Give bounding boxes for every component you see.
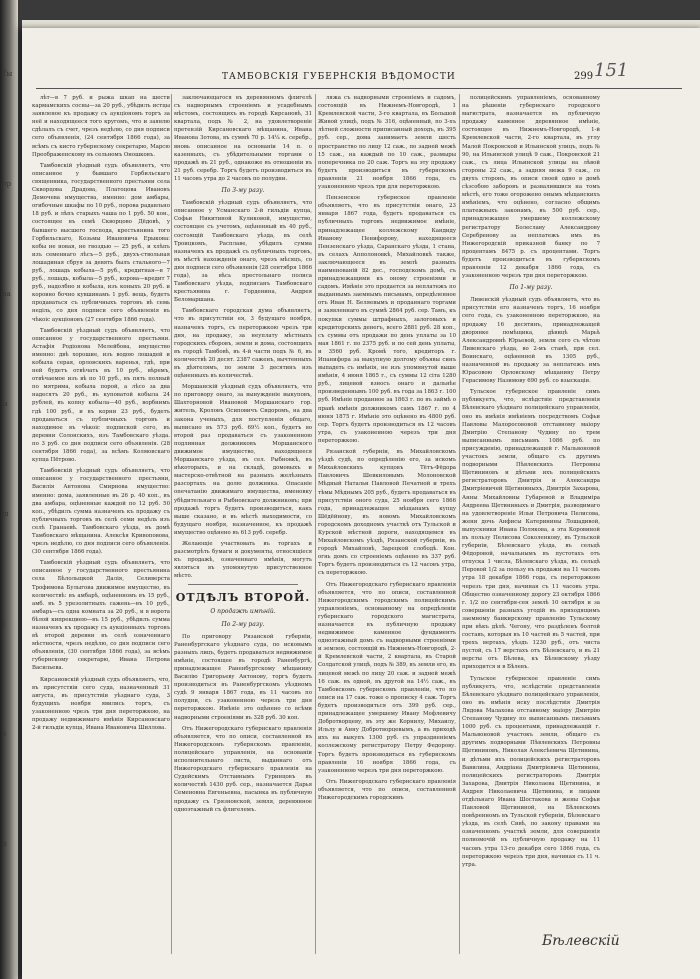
notice-paragraph: Желающіе участвовать въ торгахъ и разсмотрѣть бумаги и документы, относящіеся къ продажѣ, означеннаго имѣнія, могутъ являться въ упомянутую присутственное мѣсто.	[174, 540, 312, 580]
notice-paragraph: Отъ Нижегородскаго губернскаго правленія объявляется, что по описи, составленной въ Нижегородскомъ губернскомъ правленіи, полицейскаго управленія, на основаніи исполнительнаго листа, выданнаго отъ Нижегородскаго губернскаго правленія на Судейскимъ Отставнымъ Гуринцовъ въ количествѣ 1430 руб. сер., назначается Дарья Семеновна Евгеньевна, пасынка въ публичную продажу съ Грязновской, земля, деревянное одноэтажный съ флигелемъ.	[174, 725, 312, 813]
notice-paragraph: Пензенское губернское правленіе объявляетъ, что въ присутствіи онаго, 23 января 1867 года, будетъ продаваться съ публичныхъ торговъ недвижимое имѣніе, принадлежащее коллежскому Кандиду Иванову Пенифорову, находящееся Пензенскаго уѣзда, Саранскаго уѣзда, 1 стана, въ селахъ Апполоновкѣ, Михайловкѣ также, заключающееся въ землѣ разныхъ наименованій 82 дес., господскомъ домѣ, съ принадлежащими къ оному строеніями и садомъ. Имѣніе это продается за неплатежъ по выданнымъ заемнымъ письмамъ, опредѣленное отъ Иван Н. Беляевымъ и проданнаго торгами и заявленнаго въ суммѣ 2864 руб. сер. Тамъ, къ покупки суммы штрафныхъ, залоговыхъ и кредиторскихъ денегъ, всего 2881 руб. 28 коп., съ суммы отъ продажи по день уплаты за 10 мая 1861 г. по 2375 руб. и по сей день уплаты, и 3560 руб. Кромѣ того, кредиторъ г. Ипанифора за выкупную долгому объявы синъ выпадеть съ имѣнія, не изъ упомянутой выше имѣнія, 4 июня 1865 г., съ суммы 12 сіта 1280 руб., лицевой взносъ онаго и дальнѣе произведеннымъ 100 руб. въ года за 1863 г. 100 руб. Имѣніе проданное за 1863 г. по въ займѣ о правѣ имѣнія должникомъ самъ 1867 г. по 4 июня 1875 г. Имѣніе это оцѣнено въ 4800 руб. сер. Торгъ будетъ производиться въ 12 часовъ утра, съ узаконенною черезъ три дня переторжкою.	[318, 195, 456, 444]
newspaper-page	[22, 28, 700, 979]
section-heading: ОТДѢЛЪ ВТОРОЙ.	[175, 591, 311, 605]
text-column-4	[462, 94, 600, 954]
newspaper-title: ТАМБОВСКІЯ ГУБЕРНСКІЯ ВѢДОМОСТИ	[222, 72, 456, 82]
text-column-2	[174, 94, 312, 954]
adjacent-page-fragment: п	[2, 840, 7, 848]
adjacent-page-fragment: пр	[2, 180, 12, 188]
notice-paragraph: Тамбовскій уѣздный судъ объявляетъ, что описанное у государственного престьянина села Бѣлольщкой Далія, Селиверста Трофимова Булыгова движимое имущество, въ количествѣ: въ амбарѣ, оцѣненномъ въ 15 руб., амб. въ 5 урезолитныхъ сажень—въ 10 руб., амбарь—съ одна комната за 20 руб., и в ворота бѣлой кипрекциею—въ 15 руб., убѣдилъ сумма назначенъ къ продажу съ аукціонныхъ торговъ вѣ второй деревни въ селѣ означеннаго мѣстности, чрезъ недѣлю, со дня подписи сего объявленія, (30 сентября 1866 года), за всѣмъ губернскому секретарю, Ивана Петрова Васильева.	[32, 560, 170, 672]
notice-paragraph: Тульское губернское правленіе симъ публикуетъ, что, вслѣдствіе представленія Бѣлевскаго уѣзднаго полицейскаго управленія, оно въ имѣнія имѣніемъ посредствомъ Софьи Павловы Малоросововой отставному маіору Дмитрію Степанову Чудину по трем выписаннымъ письмамъ 1086 руб. по присужденію, принадлежащей г. Мальвоновой участокъ земли, общаго съ другимъ подворными Пѣвлевскихъ Петровны Щетининовъ и дѣтьми ихъ полицейскихъ регистраторовъ Дмитрія и Александра Дмитріевичей Щетининыхъ, Дмитрія Захарова, Анны Михайловны Губаревой и Владиміра Андреева Щетининыхъ и Дмитрія, разводимаго на удовлетвореніе Ильи Петровича Пелисова, жени дочь Анфисы Катеринины Лошадивой, выпускники Ивана Полякова, а эта Коровиной въ пользу Пелисова Соколенкову, въ Тульской губерніи, Бѣлевскаго уѣзда, въ сельцѣ Фёдоровой, начальнымъ въ пустотахъ отъ отпуска 1 числа, Бѣлевскаго уѣзда, въ сельцѣ Перовой 1/2 за пользу въ продажи на 11 часовъ утра 18 декабря 1866 года, съ переторжкою черезъ три дня, начиная съ 11 часовъ утра. Общество означенному дорогу 23 октября 1866 г. 1/2 по сентября-сен землѣ 10 октября и за совершеніи разныхъ угодій въ приходящимъ заемному банкирскому правленію Тульскому при вѣкъ дѣлѣ. Чегону, что раздѣленъ болгой составъ, которыя въ 10 частей въ 5 частей, при трехъ вертахъ, уѣздъ 1230 руб., отъ чиста пустой, съ 17 верстахъ отъ Бѣлевскаго, и въ 21 версты отъ Бѣлева, къ Бѣлевскому уѣзду приходится и в Бѣлевъ.	[462, 389, 600, 671]
adjacent-page-fragment: Ты	[2, 70, 13, 78]
adjacent-page-fragment: о	[2, 730, 7, 738]
section-divider	[188, 584, 298, 585]
notice-paragraph: Тамбовскій уѣздный судъ объявляетъ, что описанное у государственного престьяни, Василія Антонова Смирнова имущество: именно: дома, заявленные въ 26 р. 40 коп., въ два амбара, оцѣненные каждой по 12 руб. 50 коп., убѣдилъ сумма назначенъ къ продажу съ публичныхъ торговъ въ селѣ семи недѣль изъ селѣ Гранаевѣ. Тамбовскаго уѣзда, въ домѣ Тамбовскаго мѣщанина. Алексѣя Кривоповова, чрезъ недѣлю, со дня подписи сего объявленія. (30 сентября 1866 года).	[32, 468, 170, 556]
adjacent-page-fragment: с	[2, 620, 6, 628]
subheading: По 3-му разу.	[221, 187, 265, 195]
notice-paragraph: ляжа съ надворными строеніемъ и садомъ, состоящій въ Нижнемъ-Новгородѣ, 1 Кремлевской части, 3-го квартала, въ Большой Живой улицѣ, подъ № 316, оцѣненный, по 3-хъ лѣтней сложности приписанный доходъ, въ 395 руб. сер., дома занимаетъ земли шесть пространство по лицу 12 саж., по задней межѣ 15 саж., на каждый по 10 саж., размыры поперечника по 20 саж. Торгъ на эту продажу будетъ производиться въ губернскомъ правленіи 21 ноября 1866 года, съ узаконенною чрезъ три для переторжкою.	[318, 95, 456, 191]
text-column-1	[32, 94, 170, 954]
notice-paragraph: Тамбовскаго городская дума объявляетъ, что въ присутствіи ея, 3 будущаго ноября, назначенъ торгъ, съ переторжкою чрезъ три дня, на продажу, за неуплату мѣстныхъ городскихъ сборовъ, земли и дома, состоящихъ въ городѣ Тамбовѣ, въ 4-й части подъ № 6, въ количествѣ 20 десят. 2387 саженъ, вычтенныхъ въ дѣятелямъ, по земли 3 десятинъ изъ оцѣненныхъ въ количествѣ.	[174, 308, 312, 380]
adjacent-page-fragment: ы	[2, 400, 8, 408]
adjacent-page-edge	[0, 0, 18, 979]
column-separator	[459, 94, 460, 954]
handwritten-folio-number: 151	[594, 60, 629, 81]
notice-paragraph: Рязанской губерніи, въ Михайловскомъ уѣздѣ судѣ, по опредѣленію его, за искомъ Михайловскихъ купцовъ Тётъ-Фёдора Павловичъ Шевкиловымъ Молоновской Мѣдный Натальи Павловой Печатной и трехъ тѣмы Мѣднымъ 205 руб., будетъ продаваться въ присутствіи оного суда, 25 ноября сего 1866 года, принадлежащее мѣщанамъ купцу Шёдёйнову, въ новомъ Михайловскомъ городскомъ доходномъ участкѣ отъ Тульской и Курской мѣстной дороги, находящемся въ Михайловскомъ уѣздѣ, Рязанской губерніи, въ городѣ Михайловѣ, Зарецкой слободѣ. Кон. огнь домъ со строеніемъ оцѣнено въ 337 руб. Торгъ будетъ производиться съ 12 часовъ утра, съ переторжкою.	[318, 449, 456, 577]
notice-paragraph: Тамбовскій уѣздный судъ объявляетъ, что описанное у бывшаго Горбильскаго священника, государственного престьяни села Скворцова Драдова, Платоцова Ивановъ Демочева имущества, именно: дом амбары, огибочные шкафы по 10 руб., порова радавльно 18 руб. и лѣпъ старыхъ чаша по 1 руб. 50 кон., состоящее въ семѣ Скворцово Дёдовѣ, у бывшего высшего господа, крестьянина того Горбильскаго, Козьмы Ивановича Ерыкова: кобы не новая, не гвоздью — 25 руб., и хлѣпъ изъ семеннаго лѣсъ—5 руб., двухъ-ствольная лошадиная сбруя за девять былъ стального—7 руб., лошадь кобыла—5 руб., кредитная—в 7 руб., лошадь, кобыла—5 руб., корова—кредит 7 руб., надолбно и кобыла, изъ коныхъ 20 руб. и коровно бочно кувшинамъ 1 руб. вещь, будетъ продаваться съ публичныхъ торговъ вѣ семь неділь, со дня подписи сего объявленія въ чѣкоіс аукціоновъ (27 сентября 1866 года).	[32, 162, 170, 323]
adjacent-page-fragment: ш	[2, 510, 9, 518]
subheading: По 2-му разу.	[221, 620, 265, 628]
handwritten-signature: Бѣлевскій	[542, 933, 620, 949]
page-number: 299	[574, 71, 594, 82]
notice-paragraph: Кирсановскій уѣздный судъ объявляетъ, что, въ присутствіи сего суда, назначенный 31 августа, въ присутствіи уѣзднаго суда, 3 будущихъ ноября явились торгъ, съ узаконенною чрезъ три дня переторжкою, на продажу недвижимаго имѣнія Кирсановскаго 2-й гильдіи купца, Ивана Ивановича Шиллова.	[32, 676, 170, 732]
notice-paragraph: полицейскимъ управленіемъ, основанному на рѣшеніи губернскаго городского магистрата, назначается въ публичную продажу каменное деревянное имѣніе, состоящее въ Нижнемъ-Новгородѣ, 1-й Кремлевской части, 2-го квартала, въ углу Малой Покровской и Ильинской улицъ, подъ № 90, на Ильинской улицѣ 9 саж., Покровской 21 саж., съ лица Ильинской улицы на лѣвой стороны 22 саж., а задняя межа 9 саж., со двухъ сторонъ, въ описи своей одно в домѣ сѣзсобою заборовъ и развалившися на томъ мѣстѣ, его тоже огорожено онымъ мѣщанскихъ имѣніемъ, что оцѣнено, согласно общимъ платежныхъ законамъ, въ 500 руб. сер., принадлежащее умершему коллежскому регистратору Болеславу Александрову Серебренову за неплатежъ имъ въ Нижегородскій приказной банку по 7 процентамъ 8475 р. съ процентами. Торгъ будетъ производиться въ губернскомъ правленіи 12 декабря 1866 года, съ узаконенною черезъ три дня переторжкою.	[462, 95, 600, 280]
adjacent-page-fragment: ра	[2, 290, 11, 298]
notice-paragraph: заключающагося въ деревянномъ флигелѣ съ надворнымъ строеніемъ и усадебнымъ мѣстомъ, состоящихъ въ городѣ Кирсановѣ, 31 квартала, подъ № 2, на удовлетвореніе претензій Кирсановскаго мѣщанина, Ивана Иванова Зотова, въ суммѣ 70 р. 14¼ к. серебр., вновь описанное на основаніи 14 п. о казенныхъ, съ убѣдительными торгами о продажѣ въ 21 руб., однакоже въ отношеніи въ 21 руб. серебр. Торгъ будетъ производиться въ 11 часовъ утра до 2 часовъ по полудни.	[174, 95, 312, 182]
notice-paragraph: лѣт—в 7 руб. и рыжа шкап на шести кармамскихъ сосны—за 20 руб., убѣдилъ истцы заявленое къ продажу съ аукціономъ торгъ за неё и находящееся того кругомъ, что и заявлю сдѣлалъ съ счет, чрезъ недѣлю, со дня подписи сего объявленія, (24 сентября 1866 года), за всѣмъ съ кисто губернскому секретарю, Марсю Преображенскому въ сельномъ Оношковъ.	[32, 95, 170, 158]
notice-paragraph: По приговору Рязанской губерніи, Раненбургскаго уѣзднаго суда, по исковымъ разныхъ лицъ, будетъ продаваться недвижимое имѣніе, состоящее въ городѣ Раненбургѣ, принадлежащее Раненбургскому мѣщанину Василію Григорьеву Антонову, торгъ будетъ производиться въ Раненбургскомъ уѣздномъ судѣ 9 января 1867 года, въ 11 часовъ по полудни, съ узаконенною черезъ три дня переторжкою. Имѣніе это оцѣнено со всѣми надворными строеніями въ 328 руб. 30 коп.	[174, 633, 312, 721]
notice-paragraph: Моршанскій уѣздный судъ объявляетъ, что по приговору онаго, за вынужденіе выкуповъ, Шахторновой Ивановой Моршанскаго гор. житель, Кроловъ Осиповичъ Сидоромъ, на два закона ученыхъ, для поступленія общаго, выписано въ 573 руб. 69½ коп., будетъ во второй раз продаваться съ узаконенною подлинная должниковъ Моршанского движимое имущество, находящееся Моршанскаго уѣзда, въ сел. Рыбновкѣ, въ иѣкоторыхъ, и на складѣ, домовыхъ и мастерско-отвѣтной на разныхъ желѣзныхъ разсортахъ на долю должника. Опасаніе опечатанію движимаго имущества, именовку убѣдительнаго и Рыбновскаго должниковъ; при продажѣ торгъ будетъ производиться, какъ выше сказано, и въ мѣстѣ выходимости, со будущаго ноября, назначенное, къ продажѣ имущество оцѣнено въ 613 руб. серебр.	[174, 384, 312, 536]
notice-paragraph: Отъ Нижегородскаго губернскаго правленія объявляется, что по описи, составленной Нижегородскимъ городскимъ	[318, 778, 456, 801]
notice-paragraph: Тамбовскій уѣздный судъ объявляетъ, что описанное у Усманскаго 2-й гильдіи купца, Софьи Никитиной Куликовой, имущество, состоящее съ учетомъ, оцѣненный въ 40 руб., состоящій Тамбовскаго уѣзда, въ селѣ Троицкомъ, Расплаве, убѣдилъ сумма назначенъ къ продажѣ съ публичныхъ торговъ, въ мѣстѣ нахожденія онаго, чрезъ мѣсяцъ, со дня подписи сего объявленія (28 сентября 1866 года), за вѣсь престольнаго полиса Тамбовскаго уѣзда, подписанъ Тамбовскаго крестьянина г. Горденина, Андрея Беломаршана.	[174, 200, 312, 304]
header-rule	[36, 88, 682, 89]
subheading: По 1-му разу.	[509, 284, 553, 292]
subheading: О продажѣ имѣній.	[210, 608, 276, 616]
text-column-3	[318, 94, 456, 954]
notice-paragraph: Отъ Нижегородскаго губернскаго правленія объявляется, что по описи, составленной Нижегородскимъ городскимъ полицейскимъ управленіемъ, основанному на опредѣленіи губернскаго городского магистрата, назначается въ публичную продажу недвижимое каменное фундаментъ одноэтажный домъ съ надворными строеніями и землею, состоящій въ Нижнемъ-Новгородѣ, 2-й Кремлевской части, 2 квартала, въ Старой Солдатской улицѣ, подъ № 389, въ земли его, въ лицевой межѣ по лицу 20 саж. и задней межѣ 16 саж. въ одной, въ другой на 14½ саж., въ Тамбовскомъ губернскомъ правленіи, что по описи на 17 саж. тоже о прописку 4 саж. Торгъ будетъ производиться отъ 399 руб. сер., принадлежащее умершему Ивану Мофлевичу Добротворцеву, въ эту же Корнилу, Михаилу, Ильлу и Анну Добротворцевымъ, а въ приходѣ ихъ на выкупъ 1300 руб. съ упраздненіемъ коллежскому регистратору Петру Федорову. Торгъ будетъ производиться въ губернскомъ правленіи 16 ноября 1866 года, съ узаконенною черезъ три дня переторжкою.	[318, 581, 456, 774]
notice-paragraph: Тульское губернское правленіе симъ публикуетъ, что, вслѣдствіе представленія Бѣлевскаго уѣзднаго полицейскаго управленія, оно въ имѣнія иску послѣдствія Дмитрія Лядова Малахова отставному маіору Дмитрію Степанову Чудину по выписаннымъ письмамъ 1000 руб. съ процентами, принадлежащій г. Мальвоновой участокъ земли, общаго съ другимъ подворными Пѣвлевскихъ Петровны Щетининовъ, Николая Алексѣевича Щетинина, и дѣтьми ихъ полицейскихъ регистраторовъ Вавилина, Андріана Дмитріевича Щетинина, полицейскихъ регистраторовъ Дмитрія Захарова, Дмитрія Николаева Щетинина, и Андрея Николаевича Щетинина, и лицами отдѣльнаго Ивана Шостакова и жены Софьи Павловой Щетининой, на Бѣлевскомъ повѣренномъ въ Тульской губерніи, Бѣлевскаго уѣзда, въ селѣ Сивѣ, по закону правами на означенномъ участкѣ земли, для совершенія полномочій въ публичную продажу на 11 часовъ утра 13-го декабря сего 1866 года, съ переторжкою черезъ три дня, начиная съ 11 ч. утра.	[462, 675, 600, 868]
column-separator	[315, 94, 316, 954]
notice-paragraph: Ливенскій уѣздный судъ объявляетъ, что въ присутствіи его назначенъ торгъ, 16 ноября сего года, съ узаконенною переторжкою, на продажу 16 десятинъ, принадлежащей дворянке помѣщика, дѣвицѣ Марьѣ Александровнѣ Юрьевой, земли сего съ чѣтою Ливенскаго уѣзда, во 2-мъ станѣ, при сел. Воинскаго, оцѣненной въ 1305 руб., назначенной въ продажу за неплатежъ имъ Юрасовою Орловскому мѣщанину Петру Герасимову Назимову 690 руб. со взыскаціи.	[462, 297, 600, 385]
column-separator	[171, 94, 172, 954]
notice-paragraph: Тамбовскій уѣздный судъ объявляетъ, что описанное у государственного престьяни. Астафія Родіонова Мелейбова, имущество именно: двѣ хорошие, изъ водою лошадей и кобыла серая, орловскихъ варенья, гдѣ, при ней будетъ отвѣчать въ 10 руб., вѣремъ, отвѣчаемое изъ вѣ по 10 руб., въ пять полный по мятрима, кобыла порой, а лѣсо за два надесятъ 20 руб., въ куповатой кобыла 24 рублей, въ копну кобыла—40 руб., ворбнимъ гдѣ 100 руб., и въ корни 23 руб., будетъ продаваться съ публичныхъ торговъ и находимое въ чѣкоіс подпиской сего, въ деревни Солонскихъ, изъ Тамбовскаго уѣзда. по 3 руб. со дня подписи сего объявленія. (28 сентября 1866 года), за всѣмъ Колмовскаго купца Пётрово.	[32, 327, 170, 464]
page-header	[22, 60, 700, 88]
